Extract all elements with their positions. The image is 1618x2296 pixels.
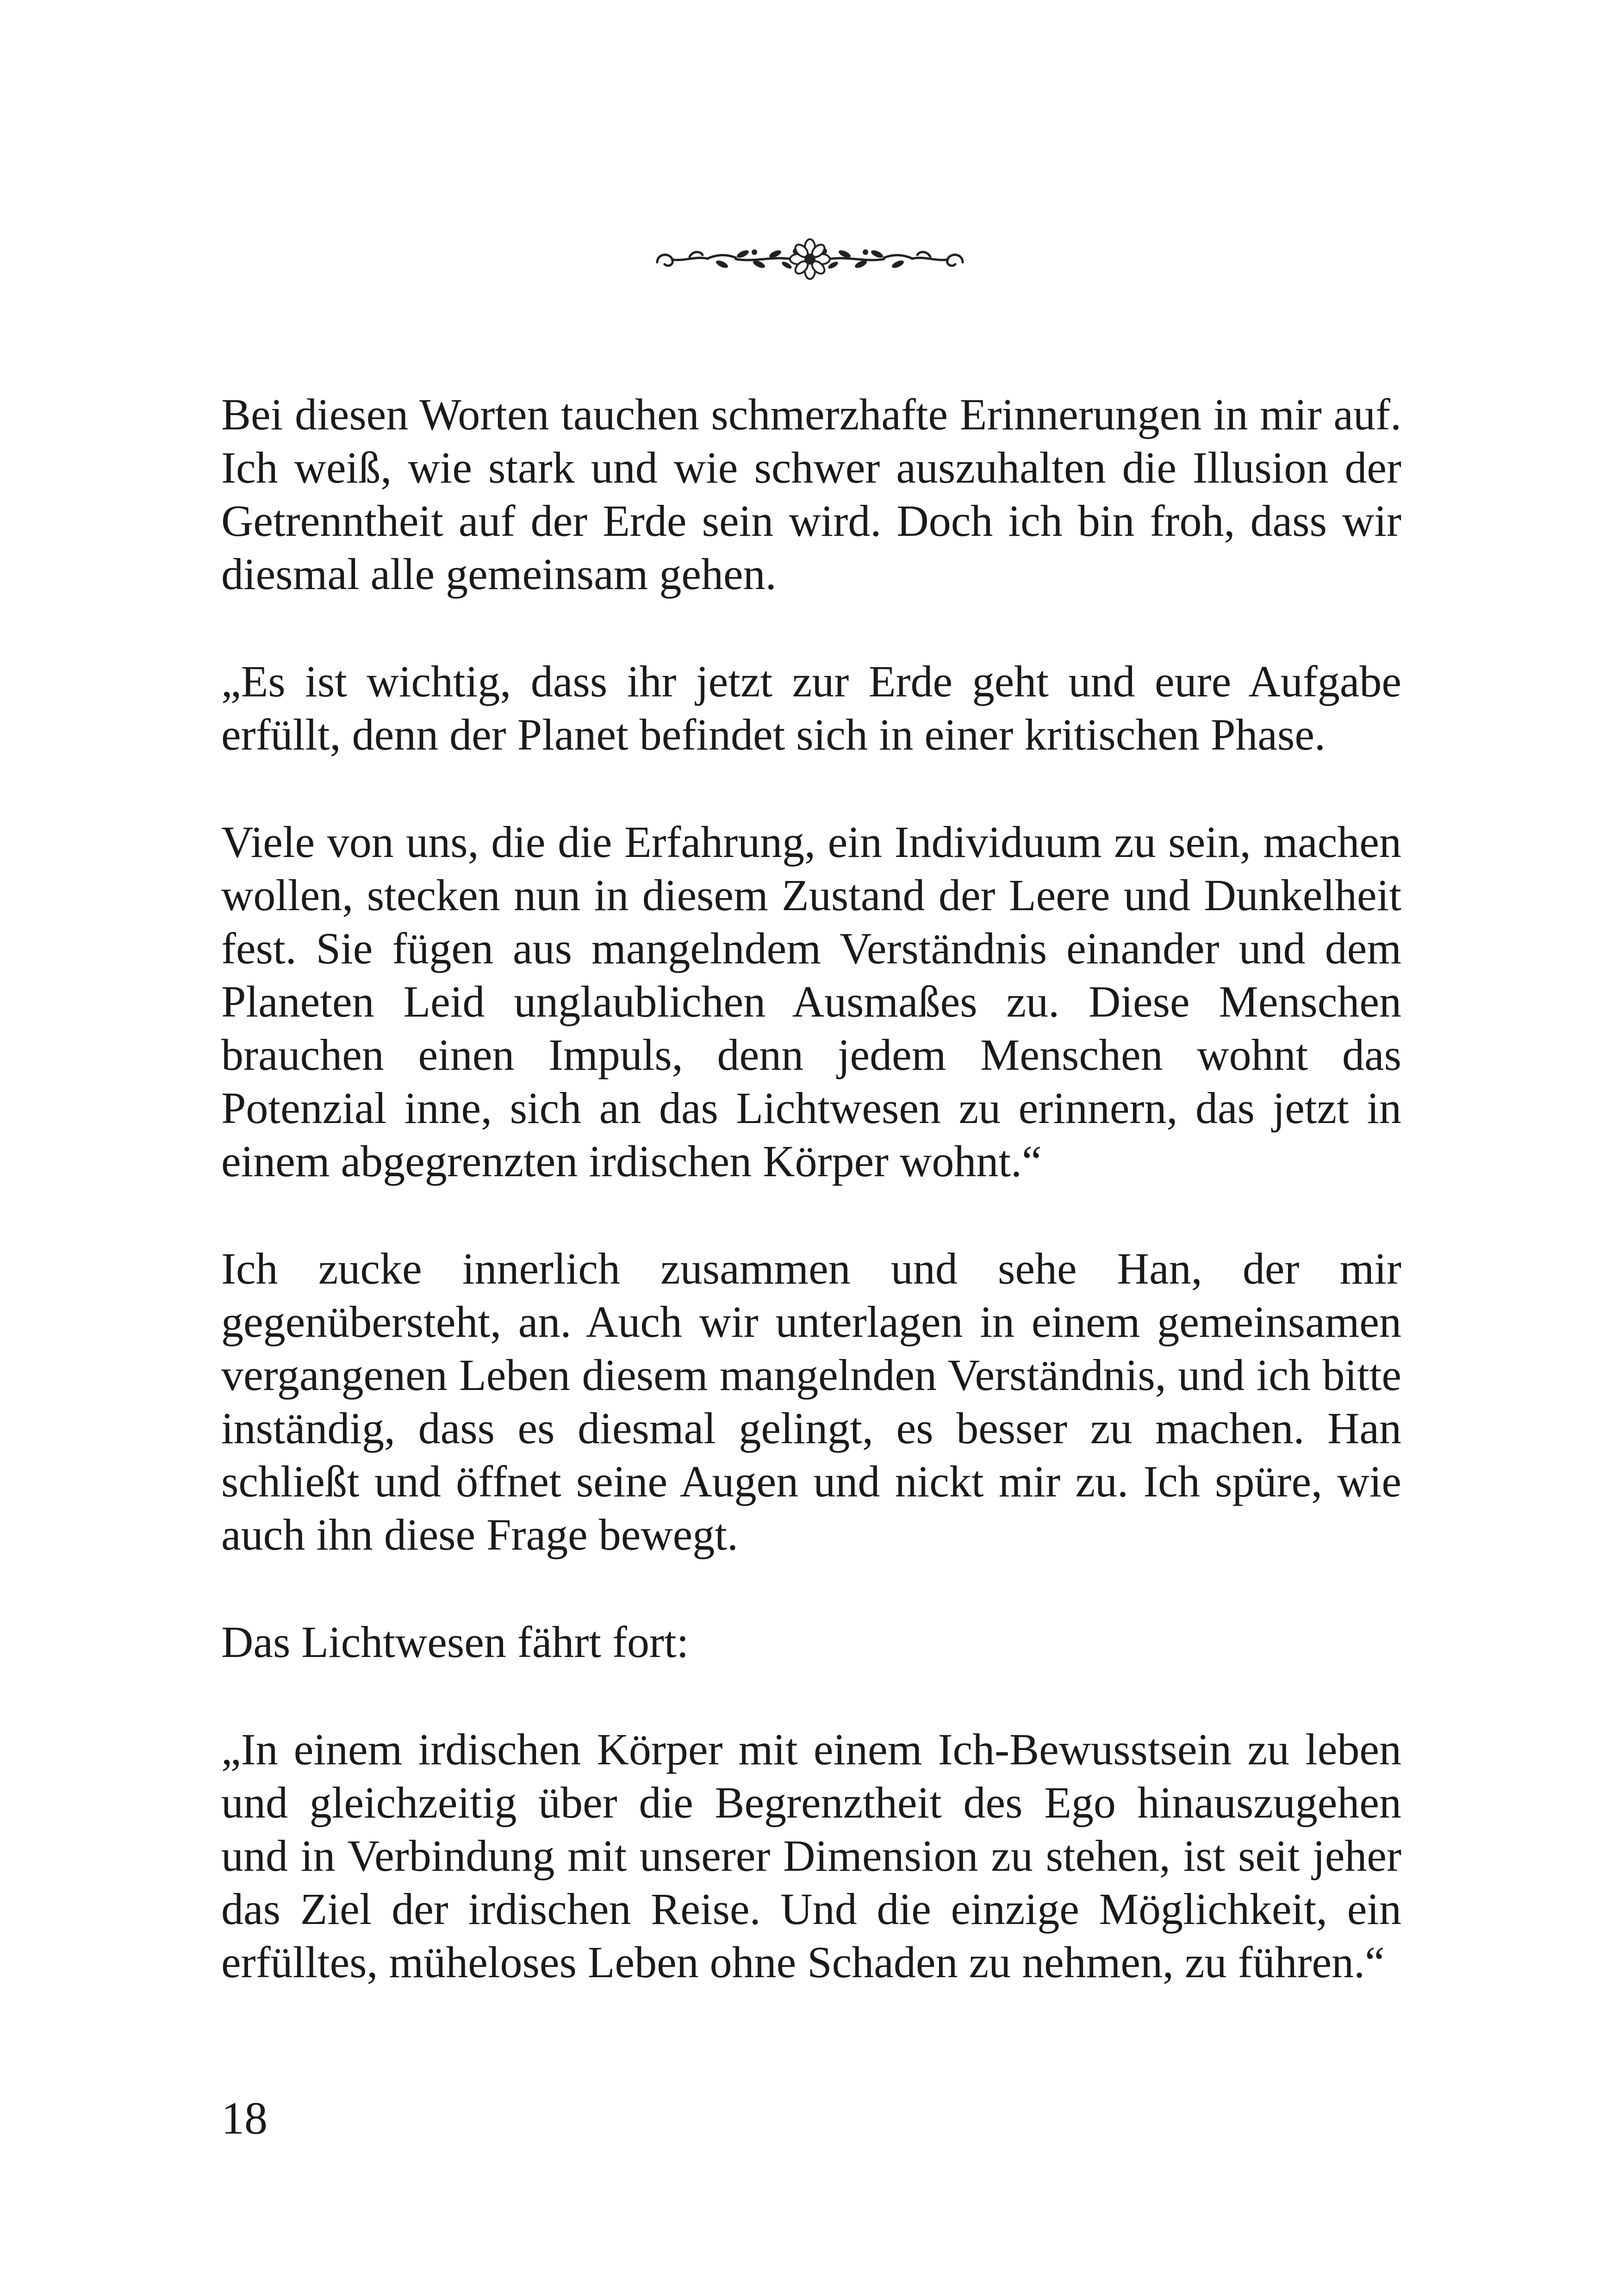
- paragraph-2: „Es ist wichtig, dass ihr jetzt zur Erde geht und eure Aufgabe erfüllt, denn der Planet befindet sich in einer kritischen Phase.: [221, 657, 1401, 759]
- body-text: [221, 388, 1401, 2043]
- page-number: 18: [221, 2092, 268, 2144]
- paragraph-1: Bei diesen Worten tauchen schmerzhafte Erinnerungen in mir auf. Ich weiß, wie stark und wie schwer auszuhalten die Illusion der Getrenntheit auf der Erde sein wird. Doch ich bin froh, dass wir diesmal alle gemeinsam gehen.: [221, 390, 1401, 599]
- paragraph-6: „In einem irdischen Körper mit einem Ich-Bewusstsein zu leben und gleichzeitig über die Begrenztheit des Ego hinauszugehen und in Verbindung mit unserer Dimension zu stehen, ist seit jeher das Ziel der irdischen Reise. Und die einzige Möglichkeit, ein erfülltes, müheloses Leben ohne Schaden zu nehmen, zu führen.“: [221, 1725, 1401, 1987]
- paragraph-4: Ich zucke innerlich zusammen und sehe Han, der mir gegenübersteht, an. Auch wir unterlagen in einem gemeinsamen vergangenen Leben diesem mangelnden Verständnis, und ich bitte inständig, dass es diesmal gelingt, es besser zu machen. Han schließt und öffnet seine Augen und nickt mir zu. Ich spüre, wie auch ihn diese Frage bewegt.: [221, 1244, 1401, 1559]
- paragraph-3: Viele von uns, die die Erfahrung, ein Individuum zu sein, machen wollen, stecken nun in diesem Zustand der Leere und Dunkelheit fest. Sie fügen aus mangelndem Verständnis einander und dem Planeten Leid unglaublichen Ausmaßes zu. Diese Menschen brauchen einen Impuls, denn jedem Menschen wohnt das Potenzial inne, sich an das Lichtwesen zu erinnern, das jetzt in einem abgegrenzten irdischen Körper wohnt.“: [221, 817, 1401, 1186]
- paragraph-5: Das Lichtwesen fährt fort:: [221, 1617, 689, 1667]
- floral-divider-icon: [648, 234, 972, 285]
